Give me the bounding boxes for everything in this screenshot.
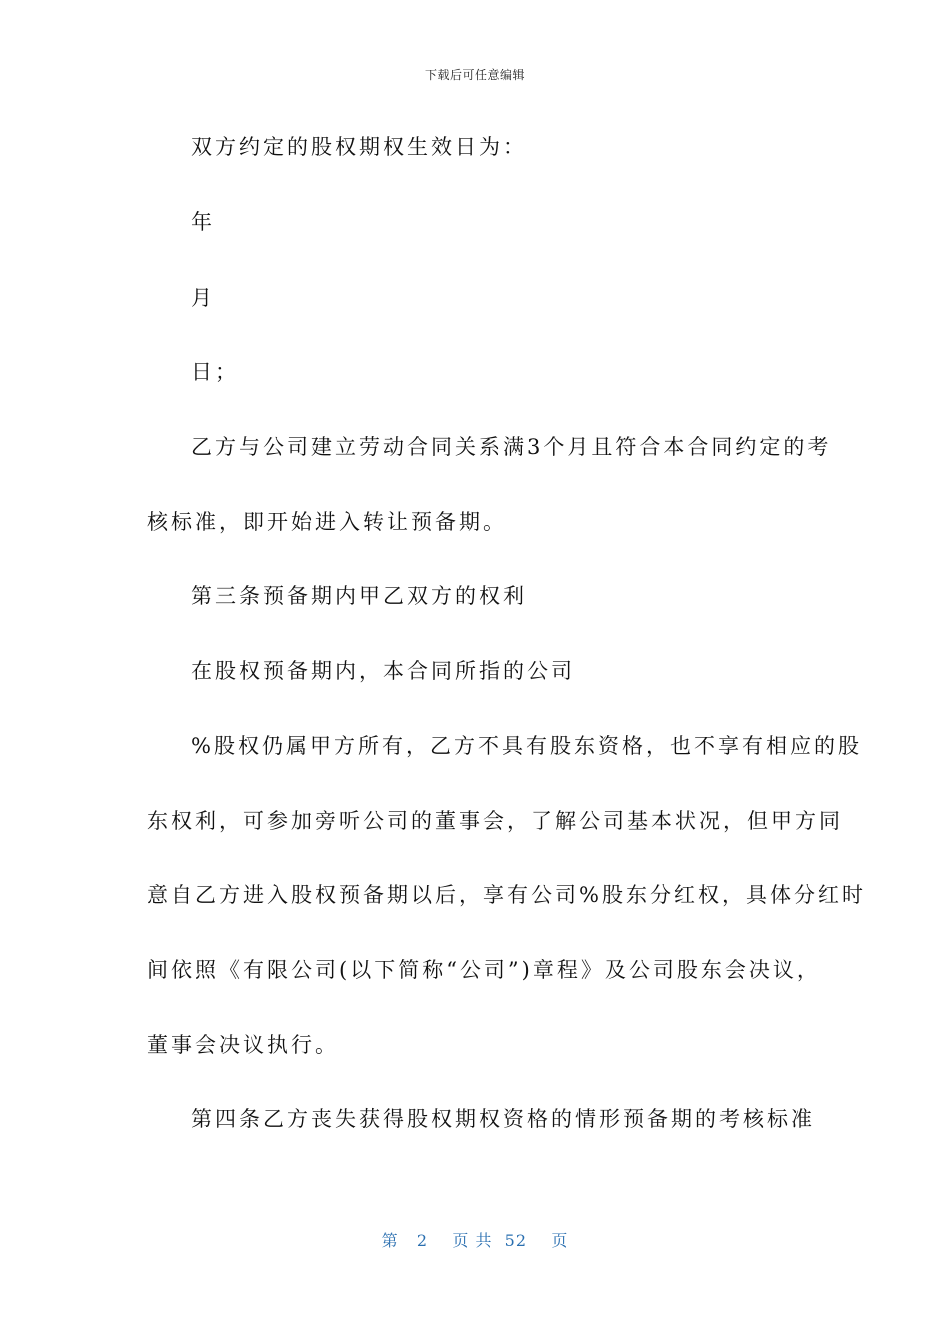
paragraph-line: 东权利，可参加旁听公司的董事会，了解公司基本状况，但甲方同 bbox=[147, 809, 843, 833]
footer-prefix: 第 bbox=[381, 1231, 399, 1250]
paragraph-line: 核标准，即开始进入转让预备期。 bbox=[147, 510, 507, 534]
page-footer bbox=[0, 1228, 950, 1251]
footer-middle: 页 共 bbox=[452, 1231, 493, 1250]
paragraph-line: 月 bbox=[191, 286, 215, 310]
paragraph-line: %股权仍属甲方所有，乙方不具有股东资格，也不享有相应的股 bbox=[191, 734, 862, 758]
current-page-number: 2 bbox=[416, 1231, 429, 1250]
paragraph-line: 意自乙方进入股权预备期以后，享有公司%股东分红权，具体分红时 bbox=[147, 883, 866, 907]
paragraph-line: 董事会决议执行。 bbox=[147, 1033, 339, 1057]
page-header: 下载后可任意编辑 bbox=[424, 68, 525, 82]
paragraph-line: 双方约定的股权期权生效日为： bbox=[191, 135, 527, 159]
section-heading: 第四条乙方丧失获得股权期权资格的情形预备期的考核标准 bbox=[191, 1107, 815, 1131]
section-heading: 第三条预备期内甲乙双方的权利 bbox=[191, 584, 527, 608]
paragraph-line: 乙方与公司建立劳动合同关系满3个月且符合本合同约定的考 bbox=[191, 435, 832, 459]
paragraph-line: 间依照《有限公司(以下简称“公司”)章程》及公司股东会决议， bbox=[147, 958, 821, 982]
paragraph-line: 年 bbox=[191, 210, 215, 234]
total-page-count: 52 bbox=[504, 1231, 528, 1250]
footer-suffix: 页 bbox=[551, 1231, 569, 1250]
paragraph-line: 日； bbox=[191, 360, 239, 384]
paragraph-line: 在股权预备期内，本合同所指的公司 bbox=[191, 659, 575, 683]
